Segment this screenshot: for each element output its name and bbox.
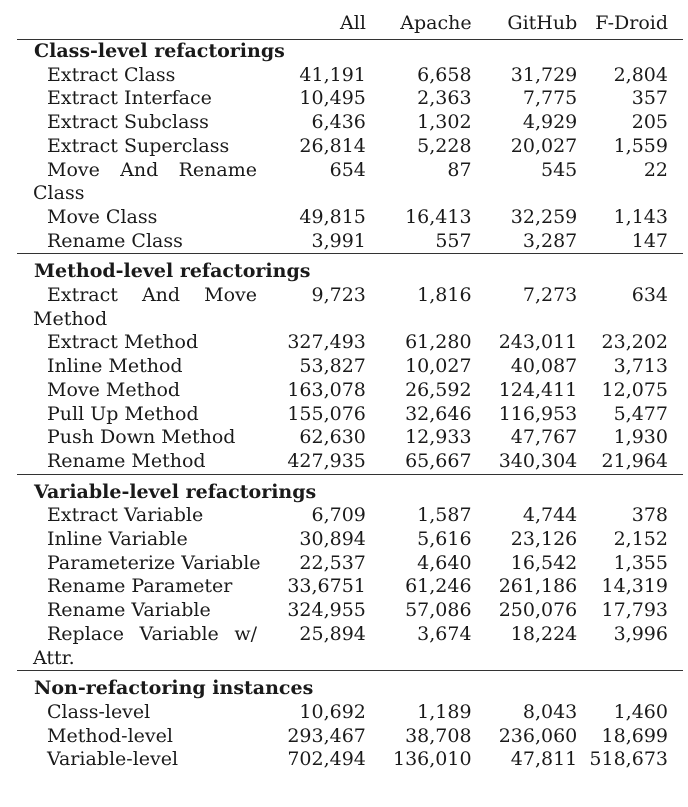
cell-github: 47,811 (510, 748, 578, 771)
cell-apache: 38,708 (405, 724, 472, 747)
cell-github: 340,304 (498, 449, 578, 472)
cell-github: 47,767 (510, 426, 578, 449)
cell-fdroid: 634 (631, 284, 668, 307)
cell-fdroid: 23,202 (601, 331, 668, 354)
cell-github: 23,126 (510, 528, 578, 551)
cell-fdroid: 1,355 (613, 551, 668, 574)
row-label: Extract Method (47, 331, 199, 354)
cell-apache: 5,616 (417, 528, 472, 551)
cell-github: 4,744 (522, 504, 578, 527)
row-label-line2: Method (33, 307, 108, 330)
row-label: Class-level (47, 700, 151, 723)
cell-all: 327,493 (287, 331, 366, 354)
row-label-line1: Replace Variable w/ (47, 622, 257, 645)
cell-fdroid: 2,804 (613, 63, 668, 86)
table-row (17, 552, 683, 576)
row-label: Move Class (47, 205, 158, 228)
cell-github: 7,273 (522, 284, 578, 307)
table-row (17, 159, 683, 206)
cell-all: 10,692 (299, 700, 366, 723)
table-row (17, 379, 683, 403)
table-row (17, 355, 683, 379)
cell-apache: 26,592 (405, 378, 472, 401)
cell-all: 33,6751 (287, 575, 366, 598)
cell-all: 6,436 (311, 111, 366, 134)
cell-all: 6,709 (311, 504, 366, 527)
row-label: Move Method (47, 378, 181, 401)
header-label-cell (17, 8, 274, 40)
row-label: Pull Up Method (47, 402, 199, 425)
row-label-line1: Extract And Move (47, 284, 257, 307)
cell-fdroid: 18,699 (601, 724, 668, 747)
table-row (17, 725, 683, 749)
cell-apache: 1,189 (417, 700, 472, 723)
table-row (17, 599, 683, 623)
cell-all: 49,815 (299, 205, 366, 228)
header-all: All (274, 8, 366, 40)
table-row (17, 87, 683, 111)
cell-all: 3,991 (311, 229, 366, 252)
row-label: Inline Method (47, 355, 183, 378)
cell-github: 31,729 (510, 63, 578, 86)
cell-apache: 61,280 (405, 331, 472, 354)
cell-fdroid: 1,460 (613, 700, 668, 723)
row-label: Extract Superclass (47, 134, 230, 157)
row-label-line2: Attr. (33, 646, 75, 669)
row-label: Extract Class (47, 63, 176, 86)
table-row (17, 623, 683, 671)
row-label: Rename Class (47, 229, 183, 252)
table-row (17, 284, 683, 331)
row-label: Method-level (47, 724, 173, 747)
cell-apache: 1,587 (417, 504, 472, 527)
row-label: Extract Interface (47, 87, 212, 110)
cell-github: 250,076 (498, 599, 578, 622)
cell-fdroid: 1,143 (613, 205, 668, 228)
table-row (17, 111, 683, 135)
cell-all: 155,076 (287, 402, 366, 425)
cell-github: 7,775 (522, 87, 578, 110)
cell-fdroid: 12,075 (601, 378, 668, 401)
row-label: Push Down Method (47, 426, 236, 449)
cell-apache: 3,674 (417, 622, 472, 645)
cell-apache: 87 (447, 158, 472, 181)
cell-github: 40,087 (510, 355, 578, 378)
cell-apache: 32,646 (405, 402, 472, 425)
cell-github: 236,060 (498, 724, 578, 747)
row-label: Rename Method (47, 449, 206, 472)
cell-github: 545 (541, 158, 578, 181)
cell-apache: 5,228 (417, 134, 472, 157)
cell-all: 41,191 (299, 63, 366, 86)
cell-fdroid: 5,477 (613, 402, 668, 425)
row-label-line2: Class (33, 182, 85, 205)
cell-apache: 61,246 (405, 575, 472, 598)
cell-github: 4,929 (522, 111, 578, 134)
cell-apache: 2,363 (417, 87, 472, 110)
table-header-row (17, 8, 683, 40)
row-label: Variable-level (47, 748, 179, 771)
row-label: Parameterize Variable (47, 551, 261, 574)
cell-fdroid: 378 (631, 504, 668, 527)
table-row (17, 748, 683, 772)
table-row (17, 135, 683, 159)
table-row (17, 331, 683, 355)
cell-all: 10,495 (299, 87, 366, 110)
cell-apache: 1,816 (417, 284, 472, 307)
cell-github: 116,953 (498, 402, 578, 425)
cell-apache: 16,413 (405, 205, 472, 228)
cell-fdroid: 357 (631, 87, 668, 110)
cell-all: 324,955 (287, 599, 366, 622)
cell-apache: 136,010 (393, 748, 472, 771)
table-row (17, 701, 683, 725)
cell-all: 163,078 (287, 378, 366, 401)
cell-all: 62,630 (299, 426, 366, 449)
cell-all: 22,537 (299, 551, 366, 574)
table-row (17, 403, 683, 427)
section-title-row (17, 474, 683, 504)
cell-fdroid: 2,152 (613, 528, 668, 551)
section-title-row (17, 40, 683, 64)
cell-apache: 12,933 (405, 426, 472, 449)
cell-all: 30,894 (299, 528, 366, 551)
cell-fdroid: 14,319 (601, 575, 668, 598)
section-title: Method-level refactorings (17, 254, 683, 284)
row-label-line1: Move And Rename (47, 158, 257, 181)
row-label: Extract Subclass (47, 111, 209, 134)
table-row (17, 206, 683, 230)
section-title: Variable-level refactorings (17, 474, 683, 504)
cell-apache: 557 (435, 229, 472, 252)
row-label: Rename Variable (47, 599, 211, 622)
cell-fdroid: 147 (631, 229, 668, 252)
cell-apache: 57,086 (405, 599, 472, 622)
header-github: GitHub (472, 8, 578, 40)
section-title: Non-refactoring instances (17, 671, 683, 701)
section-title: Class-level refactorings (34, 40, 285, 62)
refactoring-table (17, 8, 683, 772)
cell-apache: 1,302 (417, 111, 472, 134)
cell-all: 53,827 (299, 355, 366, 378)
row-label: Rename Parameter (47, 575, 233, 598)
cell-fdroid: 22 (643, 158, 668, 181)
table-body (17, 40, 683, 773)
header-apache: Apache (366, 8, 472, 40)
table-row (17, 528, 683, 552)
table-row (17, 230, 683, 254)
cell-fdroid: 3,713 (613, 355, 668, 378)
cell-github: 32,259 (510, 205, 578, 228)
cell-github: 8,043 (522, 700, 578, 723)
row-label: Inline Variable (47, 528, 188, 551)
cell-all: 293,467 (287, 724, 366, 747)
section-title-row (17, 671, 683, 701)
cell-all: 9,723 (311, 284, 366, 307)
cell-apache: 65,667 (405, 449, 472, 472)
cell-github: 3,287 (522, 229, 578, 252)
section-title-row (17, 254, 683, 284)
table-row (17, 426, 683, 450)
cell-github: 18,224 (510, 622, 578, 645)
row-label: Extract Variable (47, 504, 204, 527)
row-label (17, 284, 274, 331)
cell-github: 16,542 (510, 551, 578, 574)
cell-fdroid: 21,964 (601, 449, 668, 472)
table-row (17, 504, 683, 528)
cell-all: 702,494 (287, 748, 366, 771)
cell-fdroid: 518,673 (589, 748, 668, 771)
cell-apache: 10,027 (405, 355, 472, 378)
cell-fdroid: 205 (631, 111, 668, 134)
row-label (17, 623, 274, 671)
cell-fdroid: 3,996 (613, 622, 668, 645)
row-label (17, 159, 274, 206)
header-fdroid: F-Droid (577, 8, 683, 40)
cell-fdroid: 17,793 (601, 599, 668, 622)
cell-all: 654 (329, 158, 366, 181)
table-row (17, 575, 683, 599)
cell-fdroid: 1,930 (613, 426, 668, 449)
cell-fdroid: 1,559 (613, 134, 668, 157)
cell-all: 25,894 (299, 622, 366, 645)
cell-github: 20,027 (510, 134, 578, 157)
cell-github: 261,186 (498, 575, 578, 598)
table-row (17, 64, 683, 88)
cell-github: 124,411 (498, 378, 578, 401)
table-row (17, 450, 683, 474)
cell-all: 26,814 (299, 134, 366, 157)
cell-apache: 6,658 (417, 63, 472, 86)
cell-all: 427,935 (287, 449, 366, 472)
cell-apache: 4,640 (417, 551, 472, 574)
cell-github: 243,011 (498, 331, 578, 354)
